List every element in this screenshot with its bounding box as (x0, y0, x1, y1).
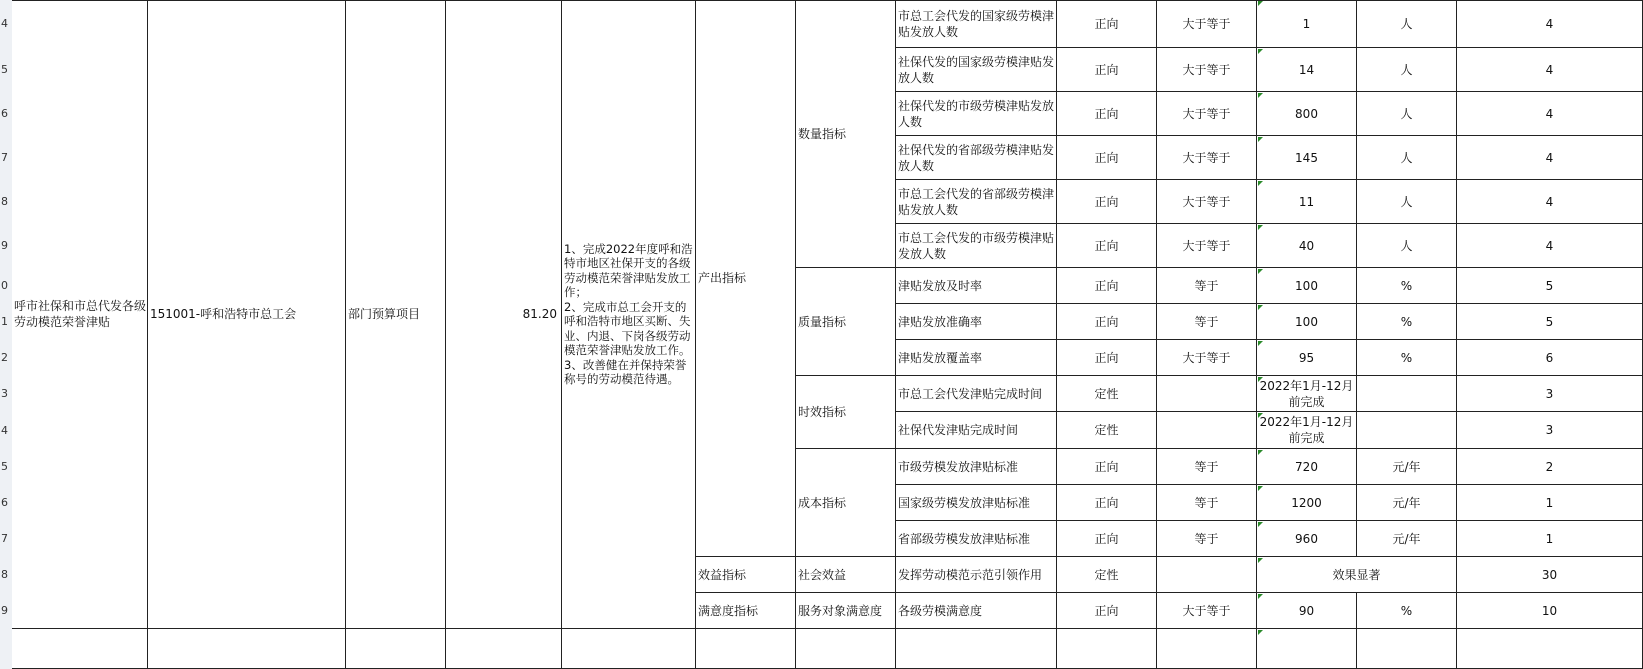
indicator-unit-cell[interactable] (1357, 376, 1457, 412)
indicator-weight-cell[interactable]: 4 (1457, 224, 1643, 268)
row-number[interactable]: 7 (1, 151, 8, 164)
row-number[interactable]: 7 (1, 532, 8, 545)
indicator-weight-cell[interactable]: 5 (1457, 268, 1643, 304)
indicator-name-cell[interactable]: 市总工会代发的市级劳模津贴发放人数 (896, 224, 1057, 268)
indicator-weight-cell[interactable]: 4 (1457, 136, 1643, 180)
indicator-value-cell[interactable]: 11 (1257, 180, 1357, 224)
indicator-operator-cell[interactable] (1157, 412, 1257, 449)
indicator-operator-cell[interactable]: 大于等于 (1157, 340, 1257, 376)
indicator-name-cell[interactable]: 社保代发的省部级劳模津贴发放人数 (896, 136, 1057, 180)
cell-marker (1258, 181, 1263, 186)
indicator-value-cell[interactable]: 1200 (1257, 485, 1357, 521)
indicator-unit-cell[interactable]: 元/年 (1357, 521, 1457, 557)
indicator-operator-cell[interactable]: 等于 (1157, 521, 1257, 557)
indicator-value-cell[interactable]: 40 (1257, 224, 1357, 268)
project-amount-cell[interactable]: 81.20 (446, 0, 562, 629)
row-number[interactable]: 9 (1, 239, 8, 252)
level2-quantity-cell[interactable]: 数量指标 (796, 0, 896, 268)
level2-cost-cell[interactable]: 成本指标 (796, 449, 896, 557)
project-name-cell[interactable]: 呼市社保和市总代发各级劳动模范荣誉津贴 (12, 0, 148, 629)
indicator-direction-cell[interactable]: 正向 (1057, 224, 1157, 268)
project-unit-cell[interactable]: 151001-呼和浩特市总工会 (148, 0, 346, 629)
indicator-value-cell[interactable]: 720 (1257, 449, 1357, 485)
empty-cell[interactable] (696, 629, 796, 669)
indicator-weight-cell[interactable]: 3 (1457, 412, 1643, 449)
indicator-direction-cell[interactable]: 定性 (1057, 557, 1157, 593)
empty-cell[interactable] (346, 629, 446, 669)
indicator-weight-cell[interactable]: 4 (1457, 0, 1643, 48)
indicator-direction-cell[interactable]: 正向 (1057, 593, 1157, 629)
indicator-name-cell[interactable]: 津贴发放覆盖率 (896, 340, 1057, 376)
empty-cell[interactable] (796, 629, 896, 669)
level1-satisfaction-cell[interactable]: 满意度指标 (696, 593, 796, 629)
indicator-weight-cell[interactable]: 4 (1457, 48, 1643, 92)
indicator-value-cell[interactable]: 145 (1257, 136, 1357, 180)
indicator-unit-cell[interactable]: 人 (1357, 0, 1457, 48)
indicator-direction-cell[interactable]: 正向 (1057, 48, 1157, 92)
cell-marker (1258, 413, 1263, 418)
indicator-unit-cell[interactable]: 元/年 (1357, 449, 1457, 485)
indicator-direction-cell[interactable]: 定性 (1057, 376, 1157, 412)
indicator-name-cell[interactable]: 津贴发放准确率 (896, 304, 1057, 340)
cell-marker (1258, 137, 1263, 142)
row-number[interactable]: 4 (1, 423, 8, 437)
indicator-operator-cell[interactable]: 大于等于 (1157, 48, 1257, 92)
indicator-weight-cell[interactable]: 6 (1457, 340, 1643, 376)
indicator-value-cell[interactable]: 14 (1257, 48, 1357, 92)
indicator-operator-cell[interactable] (1157, 557, 1257, 593)
row-number[interactable]: 5 (1, 63, 8, 76)
indicator-weight-cell[interactable]: 4 (1457, 92, 1643, 136)
indicator-unit-cell[interactable]: 人 (1357, 48, 1457, 92)
indicator-name-cell[interactable]: 社保代发的市级劳模津贴发放人数 (896, 92, 1057, 136)
empty-cell[interactable] (896, 629, 1057, 669)
indicator-unit-cell[interactable] (1357, 412, 1457, 449)
cell-marker (1258, 341, 1263, 346)
indicator-name-cell[interactable]: 社保代发津贴完成时间 (896, 412, 1057, 449)
empty-cell[interactable] (1457, 629, 1643, 669)
indicator-operator-cell[interactable]: 等于 (1157, 268, 1257, 304)
indicator-value-cell[interactable]: 2022年1月-12月前完成 (1257, 412, 1357, 449)
indicator-operator-cell[interactable]: 大于等于 (1157, 224, 1257, 268)
indicator-weight-cell[interactable]: 1 (1457, 485, 1643, 521)
indicator-value-cell[interactable]: 2022年1月-12月前完成 (1257, 376, 1357, 412)
indicator-weight-cell[interactable]: 10 (1457, 593, 1643, 629)
indicator-operator-cell[interactable]: 大于等于 (1157, 180, 1257, 224)
empty-cell[interactable] (1357, 629, 1457, 669)
indicator-weight-cell[interactable]: 3 (1457, 376, 1643, 412)
project-goal-cell[interactable]: 1、完成2022年度呼和浩特市地区社保开支的各级劳动模范荣誉津贴发放工作； 2、完成市总工会开支的呼和浩特市地区买断、失业、内退、下岗各级劳动模范荣誉津贴发放工作。 3、改善健在并保持荣誉称号的劳动模范待遇。 (562, 0, 696, 629)
indicator-weight-cell[interactable]: 2 (1457, 449, 1643, 485)
row-number[interactable]: 0 (1, 279, 8, 292)
indicator-value-cell[interactable]: 90 (1257, 593, 1357, 629)
row-number[interactable]: 1 (1, 315, 8, 328)
row-number[interactable]: 2 (1, 351, 8, 364)
cell-marker (1258, 93, 1263, 98)
level2-timeliness-cell[interactable]: 时效指标 (796, 376, 896, 449)
indicator-unit-cell[interactable]: % (1357, 268, 1457, 304)
indicator-direction-cell[interactable]: 定性 (1057, 412, 1157, 449)
level1-output-cell[interactable]: 产出指标 (696, 0, 796, 557)
indicator-weight-cell[interactable]: 30 (1457, 557, 1643, 593)
empty-cell[interactable] (12, 629, 148, 669)
indicator-value-cell[interactable]: 95 (1257, 340, 1357, 376)
indicator-operator-cell[interactable]: 等于 (1157, 449, 1257, 485)
indicator-operator-cell[interactable]: 大于等于 (1157, 92, 1257, 136)
indicator-direction-cell[interactable]: 正向 (1057, 304, 1157, 340)
indicator-value-cell[interactable]: 效果显著 (1257, 557, 1457, 593)
grid-line (12, 0, 1643, 1)
cell-marker (1258, 1, 1263, 6)
row-number[interactable]: 6 (1, 496, 8, 509)
indicator-direction-cell[interactable]: 正向 (1057, 0, 1157, 48)
indicator-name-cell[interactable]: 各级劳模满意度 (896, 593, 1057, 629)
indicator-unit-cell[interactable]: 人 (1357, 180, 1457, 224)
indicator-unit-cell[interactable]: 元/年 (1357, 485, 1457, 521)
indicator-unit-cell[interactable]: % (1357, 304, 1457, 340)
indicator-unit-cell[interactable]: % (1357, 593, 1457, 629)
indicator-direction-cell[interactable]: 正向 (1057, 340, 1157, 376)
cell-marker (1258, 269, 1263, 274)
indicator-name-cell[interactable]: 市总工会代发的国家级劳模津贴发放人数 (896, 0, 1057, 48)
level1-benefit-cell[interactable]: 效益指标 (696, 557, 796, 593)
indicator-value-cell[interactable]: 960 (1257, 521, 1357, 557)
indicator-name-cell[interactable]: 国家级劳模发放津贴标准 (896, 485, 1057, 521)
indicator-weight-cell[interactable]: 1 (1457, 521, 1643, 557)
row-number[interactable]: 3 (1, 387, 8, 400)
cell-marker (1258, 49, 1263, 54)
project-type-cell[interactable]: 部门预算项目 (346, 0, 446, 629)
cell-marker (1258, 377, 1263, 382)
cell-marker (1258, 522, 1263, 527)
row-number[interactable]: 9 (1, 604, 8, 617)
empty-cell[interactable] (1057, 629, 1157, 669)
indicator-operator-cell[interactable]: 大于等于 (1157, 593, 1257, 629)
cell-marker (1258, 630, 1263, 635)
indicator-value-cell[interactable]: 800 (1257, 92, 1357, 136)
indicator-operator-cell[interactable]: 等于 (1157, 485, 1257, 521)
indicator-direction-cell[interactable]: 正向 (1057, 268, 1157, 304)
indicator-direction-cell[interactable]: 正向 (1057, 485, 1157, 521)
indicator-unit-cell[interactable]: % (1357, 340, 1457, 376)
indicator-name-cell[interactable]: 发挥劳动模范示范引领作用 (896, 557, 1057, 593)
indicator-value-cell[interactable]: 100 (1257, 304, 1357, 340)
indicator-direction-cell[interactable]: 正向 (1057, 449, 1157, 485)
indicator-name-cell[interactable]: 市总工会代发津贴完成时间 (896, 376, 1057, 412)
indicator-weight-cell[interactable]: 5 (1457, 304, 1643, 340)
level2-quality-cell[interactable]: 质量指标 (796, 268, 896, 376)
indicator-direction-cell[interactable]: 正向 (1057, 521, 1157, 557)
indicator-operator-cell[interactable]: 等于 (1157, 304, 1257, 340)
empty-cell[interactable] (562, 629, 696, 669)
empty-cell[interactable] (1157, 629, 1257, 669)
row-number[interactable]: 5 (1, 460, 8, 473)
level2-service-cell[interactable]: 服务对象满意度 (796, 593, 896, 629)
indicator-direction-cell[interactable]: 正向 (1057, 136, 1157, 180)
row-number[interactable]: 6 (1, 107, 8, 120)
indicator-weight-cell[interactable]: 4 (1457, 180, 1643, 224)
indicator-unit-cell[interactable]: 人 (1357, 224, 1457, 268)
level2-social-cell[interactable]: 社会效益 (796, 557, 896, 593)
indicator-name-cell[interactable]: 市级劳模发放津贴标准 (896, 449, 1057, 485)
indicator-name-cell[interactable]: 社保代发的国家级劳模津贴发放人数 (896, 48, 1057, 92)
cell-marker (1258, 450, 1263, 455)
indicator-direction-cell[interactable]: 正向 (1057, 92, 1157, 136)
cell-marker (1258, 486, 1263, 491)
cell-marker (1258, 225, 1263, 230)
empty-cell[interactable] (446, 629, 562, 669)
indicator-unit-cell[interactable]: 人 (1357, 92, 1457, 136)
cell-marker (1258, 558, 1263, 563)
indicator-name-cell[interactable]: 津贴发放及时率 (896, 268, 1057, 304)
indicator-direction-cell[interactable]: 正向 (1057, 180, 1157, 224)
indicator-operator-cell[interactable] (1157, 376, 1257, 412)
indicator-name-cell[interactable]: 省部级劳模发放津贴标准 (896, 521, 1057, 557)
row-number[interactable]: 8 (1, 195, 8, 208)
cell-marker (1258, 305, 1263, 310)
row-number[interactable]: 8 (1, 568, 8, 581)
indicator-value-cell[interactable]: 100 (1257, 268, 1357, 304)
indicator-operator-cell[interactable]: 大于等于 (1157, 136, 1257, 180)
empty-cell[interactable] (1257, 629, 1357, 669)
empty-cell[interactable] (148, 629, 346, 669)
indicator-operator-cell[interactable]: 大于等于 (1157, 0, 1257, 48)
cell-marker (1258, 594, 1263, 599)
indicator-value-cell[interactable]: 1 (1257, 0, 1357, 48)
row-number[interactable]: 4 (1, 17, 8, 30)
indicator-name-cell[interactable]: 市总工会代发的省部级劳模津贴发放人数 (896, 180, 1057, 224)
indicator-unit-cell[interactable]: 人 (1357, 136, 1457, 180)
